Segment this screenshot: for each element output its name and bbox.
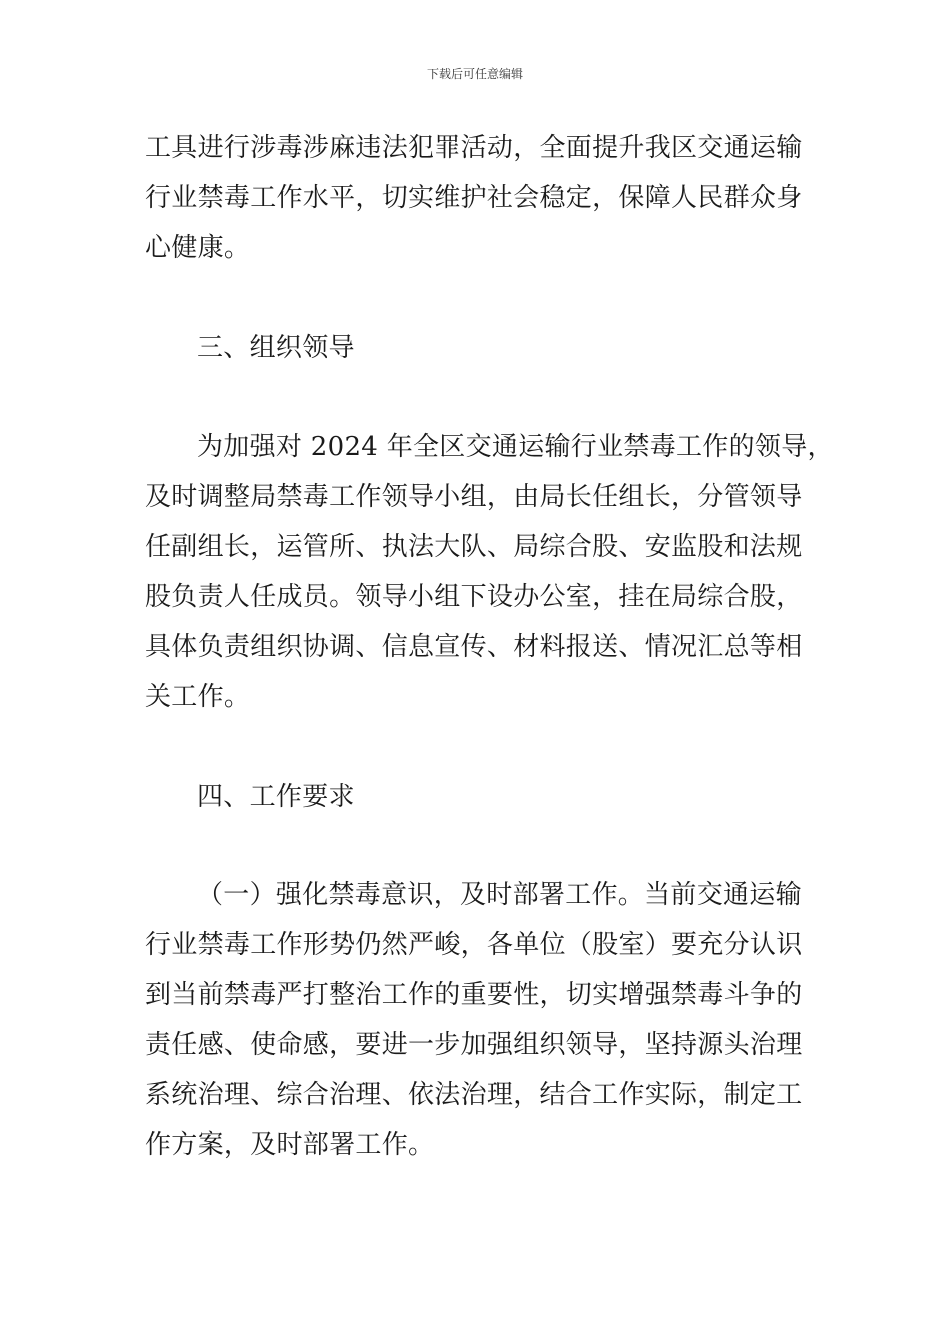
- paragraph-line: 及时调整局禁毒工作领导小组，由局长任组长，分管领导: [145, 482, 803, 512]
- paragraph-goal-continuation: [145, 123, 810, 273]
- section-heading-requirements: 四、工作要求: [197, 782, 355, 812]
- paragraph-line: 任副组长，运管所、执法大队、局综合股、安监股和法规: [145, 532, 803, 562]
- paragraph-line: 责任感、使命感，要进一步加强组织领导，坚持源头治理: [145, 1030, 803, 1060]
- paragraph-line: （一）强化禁毒意识，及时部署工作。当前交通运输: [197, 880, 802, 910]
- paragraph-requirement-1: [145, 870, 810, 1170]
- page-header-note: 下载后可任意编辑: [426, 67, 523, 81]
- paragraph-line: 系统治理、综合治理、依法治理，结合工作实际，制定工: [145, 1080, 803, 1110]
- section-heading-organization: 三、组织领导: [197, 333, 355, 363]
- paragraph-line: 工具进行涉毒涉麻违法犯罪活动，全面提升我区交通运输: [145, 133, 803, 163]
- paragraph-line: 具体负责组织协调、信息宣传、材料报送、情况汇总等相: [145, 632, 803, 662]
- paragraph-line: 关工作。: [145, 682, 251, 712]
- paragraph-line: 为加强对 2024 年全区交通运输行业禁毒工作的领导，: [197, 432, 834, 462]
- paragraph-line: 行业禁毒工作水平，切实维护社会稳定，保障人民群众身: [145, 183, 803, 213]
- paragraph-organization: [145, 422, 834, 722]
- paragraph-line: 行业禁毒工作形势仍然严峻，各单位（股室）要充分认识: [145, 930, 803, 960]
- paragraph-line: 到当前禁毒严打整治工作的重要性，切实增强禁毒斗争的: [145, 980, 803, 1010]
- paragraph-line: 心健康。: [145, 233, 251, 263]
- paragraph-line: 作方案，及时部署工作。: [145, 1130, 435, 1160]
- paragraph-line: 股负责人任成员。领导小组下设办公室，挂在局综合股，: [145, 582, 803, 612]
